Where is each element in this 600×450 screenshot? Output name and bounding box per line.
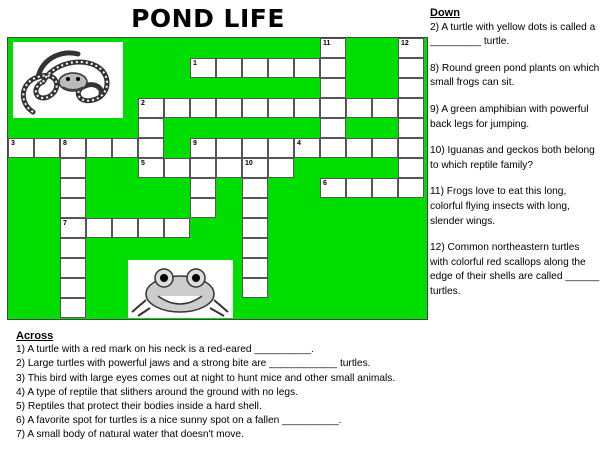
crossword-cell[interactable] — [8, 138, 34, 158]
crossword-cell[interactable] — [268, 58, 294, 78]
clue-number: 7 — [63, 220, 67, 227]
crossword-cell[interactable] — [112, 218, 138, 238]
crossword-cell[interactable] — [60, 258, 86, 278]
crossword-cell[interactable] — [320, 78, 346, 98]
crossword-cell[interactable] — [242, 198, 268, 218]
crossword-cell[interactable] — [190, 198, 216, 218]
crossword-cell[interactable] — [242, 138, 268, 158]
crossword-cell[interactable] — [60, 198, 86, 218]
across-clue-3: 3) This bird with large eyes comes out at night to hunt mice and other small animals. — [16, 372, 396, 384]
clue-number: 5 — [141, 160, 145, 167]
crossword-cell[interactable] — [138, 158, 164, 178]
across-clue-6: 6) A favorite spot for turtles is a nice sunny spot on a fallen __________. — [16, 415, 342, 427]
crossword-cell[interactable] — [268, 158, 294, 178]
clue-number: 3 — [11, 140, 15, 147]
down-clues — [430, 6, 600, 312]
snake-image — [13, 42, 123, 118]
crossword-cell[interactable] — [320, 118, 346, 138]
down-clue-8: 8) Round green pond plants on which small frogs can sit. — [430, 62, 600, 89]
crossword-cell[interactable] — [190, 98, 216, 118]
across-heading: Across — [16, 330, 54, 342]
crossword-grid — [7, 37, 428, 320]
crossword-cell[interactable] — [60, 238, 86, 258]
crossword-cell[interactable] — [346, 138, 372, 158]
crossword-cell[interactable] — [138, 138, 164, 158]
clue-number: 11 — [323, 40, 331, 47]
down-heading: Down — [430, 7, 460, 19]
crossword-cell[interactable] — [60, 218, 86, 238]
crossword-cell[interactable] — [112, 138, 138, 158]
crossword-cell[interactable] — [138, 118, 164, 138]
across-clue-4: 4) A type of reptile that slithers around the ground with no legs. — [16, 386, 299, 398]
crossword-cell[interactable] — [346, 178, 372, 198]
crossword-cell[interactable] — [320, 138, 346, 158]
crossword-cell[interactable] — [398, 58, 424, 78]
crossword-cell[interactable] — [216, 138, 242, 158]
crossword-cell[interactable] — [398, 158, 424, 178]
crossword-cell[interactable] — [268, 98, 294, 118]
down-clue-9: 9) A green amphibian with powerful back legs for jumping. — [430, 103, 589, 130]
crossword-cell[interactable] — [398, 118, 424, 138]
crossword-cell[interactable] — [190, 178, 216, 198]
crossword-cell[interactable] — [398, 78, 424, 98]
clue-number: 2 — [141, 100, 145, 107]
clue-number: 4 — [297, 140, 301, 147]
across-clue-2: 2) Large turtles with powerful jaws and a strong bite are ____________ turtles. — [16, 358, 371, 370]
crossword-cell[interactable] — [138, 218, 164, 238]
crossword-cell[interactable] — [242, 258, 268, 278]
crossword-cell[interactable] — [60, 178, 86, 198]
crossword-cell[interactable] — [398, 138, 424, 158]
crossword-cell[interactable] — [86, 138, 112, 158]
crossword-cell[interactable] — [242, 58, 268, 78]
across-clues — [16, 329, 516, 443]
crossword-cell[interactable] — [242, 178, 268, 198]
crossword-cell[interactable] — [242, 218, 268, 238]
crossword-cell[interactable] — [190, 58, 216, 78]
crossword-cell[interactable] — [190, 158, 216, 178]
down-clue-2: 2) A turtle with yellow dots is called a _________ turtle. — [430, 21, 596, 48]
frog-image — [128, 260, 233, 318]
crossword-cell[interactable] — [242, 278, 268, 298]
down-clue-10: 10) Iguanas and geckos both belong to which reptile family? — [430, 145, 595, 171]
crossword-cell[interactable] — [242, 98, 268, 118]
crossword-cell[interactable] — [398, 178, 424, 198]
clue-number: 9 — [193, 140, 197, 147]
crossword-cell[interactable] — [34, 138, 60, 158]
crossword-cell[interactable] — [190, 138, 216, 158]
crossword-cell[interactable] — [372, 178, 398, 198]
crossword-cell[interactable] — [320, 58, 346, 78]
crossword-cell[interactable] — [346, 98, 372, 118]
crossword-cell[interactable] — [138, 98, 164, 118]
down-clue-11: 11) Frogs love to eat this long, colorful flying insects with long, slender wings. — [430, 186, 570, 227]
crossword-cell[interactable] — [372, 98, 398, 118]
crossword-cell[interactable] — [294, 138, 320, 158]
crossword-cell[interactable] — [372, 138, 398, 158]
across-clue-1: 1) A turtle with a red mark on his neck is a red-eared __________. — [16, 344, 314, 356]
crossword-cell[interactable] — [398, 38, 424, 58]
crossword-cell[interactable] — [164, 98, 190, 118]
crossword-cell[interactable] — [60, 298, 86, 318]
crossword-cell[interactable] — [164, 158, 190, 178]
crossword-cell[interactable] — [60, 278, 86, 298]
crossword-cell[interactable] — [216, 58, 242, 78]
crossword-cell[interactable] — [216, 98, 242, 118]
clue-number: 12 — [401, 40, 409, 47]
crossword-cell[interactable] — [320, 178, 346, 198]
crossword-cell[interactable] — [398, 98, 424, 118]
down-clue-12: 12) Common northeastern turtles with colorful red scallops along the edge of their shells are called ______ turtles. — [430, 242, 600, 297]
crossword-cell[interactable] — [268, 138, 294, 158]
crossword-cell[interactable] — [242, 158, 268, 178]
crossword-cell[interactable] — [60, 138, 86, 158]
across-clue-5: 5) Reptiles that protect their bodies inside a hard shell. — [16, 401, 262, 413]
crossword-cell[interactable] — [164, 218, 190, 238]
crossword-cell[interactable] — [320, 38, 346, 58]
crossword-cell[interactable] — [216, 158, 242, 178]
crossword-cell[interactable] — [294, 98, 320, 118]
across-clue-7: 7) A small body of natural water that doesn't move. — [16, 429, 244, 441]
crossword-cell[interactable] — [320, 98, 346, 118]
crossword-cell[interactable] — [294, 58, 320, 78]
clue-number: 8 — [63, 140, 67, 147]
clue-number: 10 — [245, 160, 253, 167]
crossword-cell[interactable] — [86, 218, 112, 238]
crossword-cell[interactable] — [242, 238, 268, 258]
clue-number: 6 — [323, 180, 327, 187]
page-title: POND LIFE — [131, 4, 285, 33]
clue-number: 1 — [193, 60, 197, 67]
crossword-cell[interactable] — [60, 158, 86, 178]
